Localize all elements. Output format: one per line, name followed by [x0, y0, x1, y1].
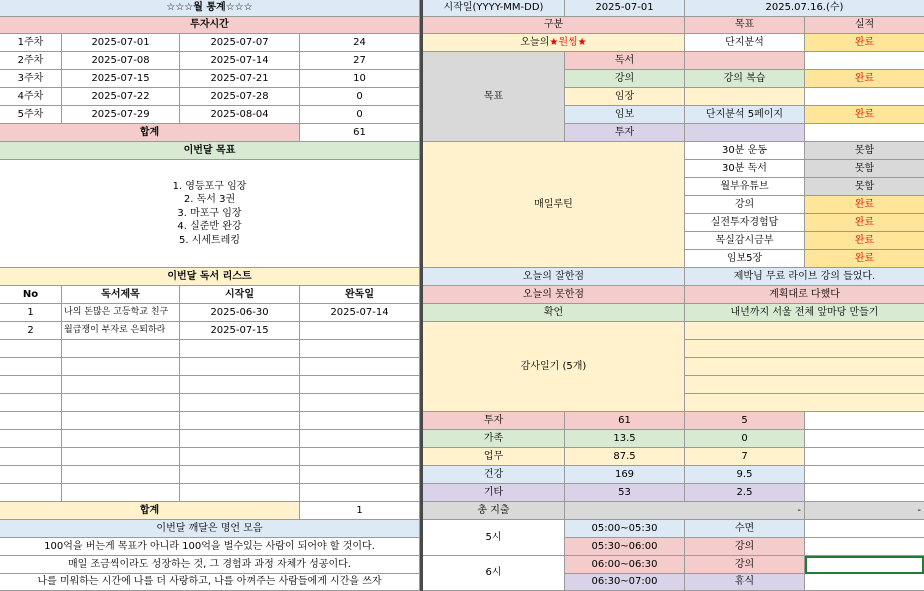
reading-no[interactable]: 1	[0, 304, 62, 322]
reading-end[interactable]: 2025-07-14	[300, 304, 420, 322]
onething-result[interactable]: 완료	[805, 34, 924, 52]
today-date[interactable]: 2025.07.16.(수)	[685, 0, 924, 17]
goal-item-name[interactable]: 독서	[565, 52, 685, 70]
week-label[interactable]: 5주차	[0, 106, 62, 124]
week-start[interactable]: 2025-07-15	[62, 70, 180, 88]
goal-item-goal[interactable]: 강의 복습	[685, 70, 805, 88]
spending-label[interactable]: 업무	[423, 448, 565, 466]
onething-star-text: ★원씽★	[549, 36, 587, 48]
empty-cell[interactable]	[0, 484, 62, 502]
time-slot[interactable]: 06:00~06:30	[565, 556, 685, 574]
week-end[interactable]: 2025-07-28	[180, 88, 300, 106]
goal-item-goal[interactable]	[685, 88, 805, 106]
empty-cell[interactable]	[300, 466, 420, 484]
routine-name[interactable]: 30분 독서	[685, 160, 805, 178]
empty-cell[interactable]	[180, 394, 300, 412]
week-start[interactable]: 2025-07-22	[62, 88, 180, 106]
empty-cell[interactable]	[805, 520, 924, 538]
reading-total-label[interactable]: 합계	[0, 502, 300, 520]
week-hours[interactable]: 27	[300, 52, 420, 70]
empty-cell[interactable]	[180, 430, 300, 448]
spending-value-b[interactable]: 2.5	[685, 484, 805, 502]
goal-item-name[interactable]: 투자	[565, 124, 685, 142]
empty-cell[interactable]	[62, 430, 180, 448]
routine-status[interactable]: 못함	[805, 142, 924, 160]
spending-value-a[interactable]: 53	[565, 484, 685, 502]
goal-group-label[interactable]: 목표	[423, 52, 565, 142]
reading-header-no[interactable]: No	[0, 286, 62, 304]
spending-value-a[interactable]: 61	[565, 412, 685, 430]
empty-cell[interactable]	[62, 466, 180, 484]
routine-status[interactable]: 완료	[805, 196, 924, 214]
category-header[interactable]: 구분	[423, 17, 685, 34]
routine-name[interactable]: 임보5장	[685, 250, 805, 268]
goal-item-name[interactable]: 임보	[565, 106, 685, 124]
routine-status[interactable]: 완료	[805, 232, 924, 250]
empty-cell[interactable]	[805, 430, 924, 448]
goal-item: 2. 독서 3권	[183, 194, 236, 206]
quotes-title[interactable]: 이번달 깨달은 명언 모음	[0, 520, 420, 538]
empty-cell[interactable]	[180, 358, 300, 376]
onething-goal[interactable]: 단지분석	[685, 34, 805, 52]
routine-status[interactable]: 못함	[805, 178, 924, 196]
week-label[interactable]: 3주차	[0, 70, 62, 88]
empty-cell[interactable]	[300, 430, 420, 448]
good-point-text[interactable]: 제박님 무료 라이브 강의 들었다.	[685, 268, 924, 286]
time-slot-activity[interactable]: 수면	[685, 520, 805, 538]
gratitude-line[interactable]	[685, 340, 924, 358]
empty-cell[interactable]	[0, 448, 62, 466]
goal-item: 5. 시세트레킹	[178, 234, 241, 246]
empty-cell[interactable]	[0, 376, 62, 394]
week-end[interactable]: 2025-07-07	[180, 34, 300, 52]
empty-cell[interactable]	[62, 448, 180, 466]
quote-item[interactable]: 나를 미워하는 시간에 나를 더 사랑하고, 나를 아껴주는 사람들에게 시간을 쓰자	[0, 574, 420, 591]
goal-item-result[interactable]	[805, 88, 924, 106]
time-slot[interactable]: 06:30~07:00	[565, 574, 685, 591]
week-hours[interactable]: 24	[300, 34, 420, 52]
reading-start[interactable]: 2025-07-15	[180, 322, 300, 340]
goal-item: 1. 영등포구 임장	[172, 180, 247, 192]
goal-item-result[interactable]	[805, 52, 924, 70]
daily-routine-label[interactable]: 매일루틴	[423, 142, 685, 268]
gratitude-label[interactable]: 감사일기 (5개)	[423, 322, 685, 412]
time-slot[interactable]: 05:30~06:00	[565, 538, 685, 556]
total-spending-b[interactable]: -	[805, 502, 924, 520]
goal-item-goal[interactable]: 단지분석 5페이지	[685, 106, 805, 124]
gratitude-line[interactable]	[685, 394, 924, 412]
quote-item[interactable]: 100억을 버는게 목표가 아니라 100억을 벌수있는 사람이 되어야 할 것이다.	[0, 538, 420, 556]
spending-value-b[interactable]: 9.5	[685, 466, 805, 484]
spending-value-a[interactable]: 87.5	[565, 448, 685, 466]
reading-header-end[interactable]: 완독일	[300, 286, 420, 304]
today-onething-label[interactable]	[423, 34, 685, 52]
time-slot-activity[interactable]: 강의	[685, 538, 805, 556]
spending-value-b[interactable]: 7	[685, 448, 805, 466]
empty-cell[interactable]	[805, 412, 924, 430]
invest-time-title[interactable]: 투자시간	[0, 17, 420, 34]
start-date-label[interactable]: 시작일(YYYY-MM-DD)	[423, 0, 565, 17]
empty-cell[interactable]	[180, 340, 300, 358]
reading-no[interactable]: 2	[0, 322, 62, 340]
stats-title[interactable]: ☆☆☆월 통계☆☆☆	[0, 0, 420, 17]
routine-name[interactable]: 월부유튜브	[685, 178, 805, 196]
empty-cell[interactable]	[300, 358, 420, 376]
reading-list-title[interactable]: 이번달 독서 리스트	[0, 268, 420, 286]
spending-value-a[interactable]: 13.5	[565, 430, 685, 448]
goal-item: 3. 마포구 임장	[177, 207, 242, 219]
selected-cell[interactable]	[805, 556, 924, 574]
empty-cell[interactable]	[805, 484, 924, 502]
empty-cell[interactable]	[300, 412, 420, 430]
spending-label[interactable]: 건강	[423, 466, 565, 484]
affirmation-label[interactable]: 확언	[423, 304, 685, 322]
routine-name[interactable]: 30분 운동	[685, 142, 805, 160]
routine-status[interactable]: 완료	[805, 250, 924, 268]
monthly-goals-list[interactable]	[0, 160, 420, 268]
time-slot-activity[interactable]: 강의	[685, 556, 805, 574]
reading-title[interactable]: 월급쟁이 부자로 은퇴하라	[62, 322, 180, 340]
week-hours[interactable]: 0	[300, 106, 420, 124]
empty-cell[interactable]	[300, 448, 420, 466]
empty-cell[interactable]	[300, 340, 420, 358]
goal-item-result[interactable]	[805, 124, 924, 142]
empty-cell[interactable]	[0, 412, 62, 430]
week-hours[interactable]: 0	[300, 88, 420, 106]
reading-header-title[interactable]: 독서제목	[62, 286, 180, 304]
week-start[interactable]: 2025-07-01	[62, 34, 180, 52]
reading-end[interactable]	[300, 322, 420, 340]
invest-total-value[interactable]: 61	[300, 124, 420, 142]
empty-cell[interactable]	[300, 376, 420, 394]
empty-cell[interactable]	[0, 466, 62, 484]
empty-cell[interactable]	[62, 376, 180, 394]
week-label[interactable]: 2주차	[0, 52, 62, 70]
empty-cell[interactable]	[62, 484, 180, 502]
empty-cell[interactable]	[805, 574, 924, 591]
time-slot-activity[interactable]: 휴식	[685, 574, 805, 591]
empty-cell[interactable]	[0, 340, 62, 358]
reading-start[interactable]: 2025-06-30	[180, 304, 300, 322]
bad-point-label[interactable]: 오늘의 못한점	[423, 286, 685, 304]
goal-item-goal[interactable]	[685, 124, 805, 142]
bad-point-text[interactable]: 계획대로 다했다	[685, 286, 924, 304]
today-prefix: 오늘의	[520, 36, 550, 48]
empty-cell[interactable]	[0, 430, 62, 448]
hour-label[interactable]: 5시	[423, 520, 565, 556]
empty-cell[interactable]	[180, 484, 300, 502]
week-end[interactable]: 2025-08-04	[180, 106, 300, 124]
empty-cell[interactable]	[180, 376, 300, 394]
spending-label[interactable]: 투자	[423, 412, 565, 430]
routine-name[interactable]: 실전투자경험담	[685, 214, 805, 232]
quote-item[interactable]: 매일 조금씩이라도 성장하는 것, 그 경험과 과정 자체가 성공이다.	[0, 556, 420, 574]
empty-cell[interactable]	[62, 412, 180, 430]
total-spending-a[interactable]: -	[565, 502, 805, 520]
routine-status[interactable]: 완료	[805, 214, 924, 232]
reading-total-value[interactable]: 1	[300, 502, 420, 520]
empty-cell[interactable]	[805, 448, 924, 466]
routine-name[interactable]: 목실감시금부	[685, 232, 805, 250]
good-point-label[interactable]: 오늘의 잘한점	[423, 268, 685, 286]
start-date-value[interactable]: 2025-07-01	[565, 0, 685, 17]
week-end[interactable]: 2025-07-14	[180, 52, 300, 70]
gratitude-line[interactable]	[685, 322, 924, 340]
empty-cell[interactable]	[805, 538, 924, 556]
week-label[interactable]: 1주차	[0, 34, 62, 52]
goal-item-name[interactable]: 임장	[565, 88, 685, 106]
spending-value-a[interactable]: 169	[565, 466, 685, 484]
reading-header-start[interactable]: 시작일	[180, 286, 300, 304]
spending-label[interactable]: 가족	[423, 430, 565, 448]
empty-cell[interactable]	[805, 466, 924, 484]
empty-cell[interactable]	[180, 412, 300, 430]
empty-cell[interactable]	[180, 466, 300, 484]
week-label[interactable]: 4주차	[0, 88, 62, 106]
total-spending-label[interactable]: 총 지출	[423, 502, 565, 520]
monthly-goals-title[interactable]: 이번달 목표	[0, 142, 420, 160]
spending-label[interactable]: 기타	[423, 484, 565, 502]
time-slot[interactable]: 05:00~05:30	[565, 520, 685, 538]
empty-cell[interactable]	[180, 448, 300, 466]
gratitude-line[interactable]	[685, 358, 924, 376]
empty-cell[interactable]	[0, 358, 62, 376]
empty-cell[interactable]	[62, 340, 180, 358]
empty-cell[interactable]	[300, 484, 420, 502]
invest-total-label[interactable]: 합계	[0, 124, 300, 142]
hour-label[interactable]: 6시	[423, 556, 565, 591]
goal-header[interactable]: 목표	[685, 17, 805, 34]
routine-status[interactable]: 못함	[805, 160, 924, 178]
goal-item-name[interactable]: 강의	[565, 70, 685, 88]
routine-name[interactable]: 강의	[685, 196, 805, 214]
week-end[interactable]: 2025-07-21	[180, 70, 300, 88]
spending-value-b[interactable]: 5	[685, 412, 805, 430]
empty-cell[interactable]	[0, 394, 62, 412]
affirmation-text[interactable]: 내년까지 서울 전체 앞마당 만들기	[685, 304, 924, 322]
goal-item-result[interactable]: 완료	[805, 70, 924, 88]
week-start[interactable]: 2025-07-29	[62, 106, 180, 124]
goal-item-goal[interactable]	[685, 52, 805, 70]
result-header[interactable]: 실적	[805, 17, 924, 34]
gratitude-line[interactable]	[685, 376, 924, 394]
week-hours[interactable]: 10	[300, 70, 420, 88]
empty-cell[interactable]	[62, 394, 180, 412]
empty-cell[interactable]	[62, 358, 180, 376]
goal-item: 4. 실준반 완강	[177, 221, 242, 233]
week-start[interactable]: 2025-07-08	[62, 52, 180, 70]
spending-value-b[interactable]: 0	[685, 430, 805, 448]
empty-cell[interactable]	[300, 394, 420, 412]
goal-item-result[interactable]: 완료	[805, 106, 924, 124]
reading-title[interactable]: 나의 돈많은 고등학교 친구	[62, 304, 180, 322]
